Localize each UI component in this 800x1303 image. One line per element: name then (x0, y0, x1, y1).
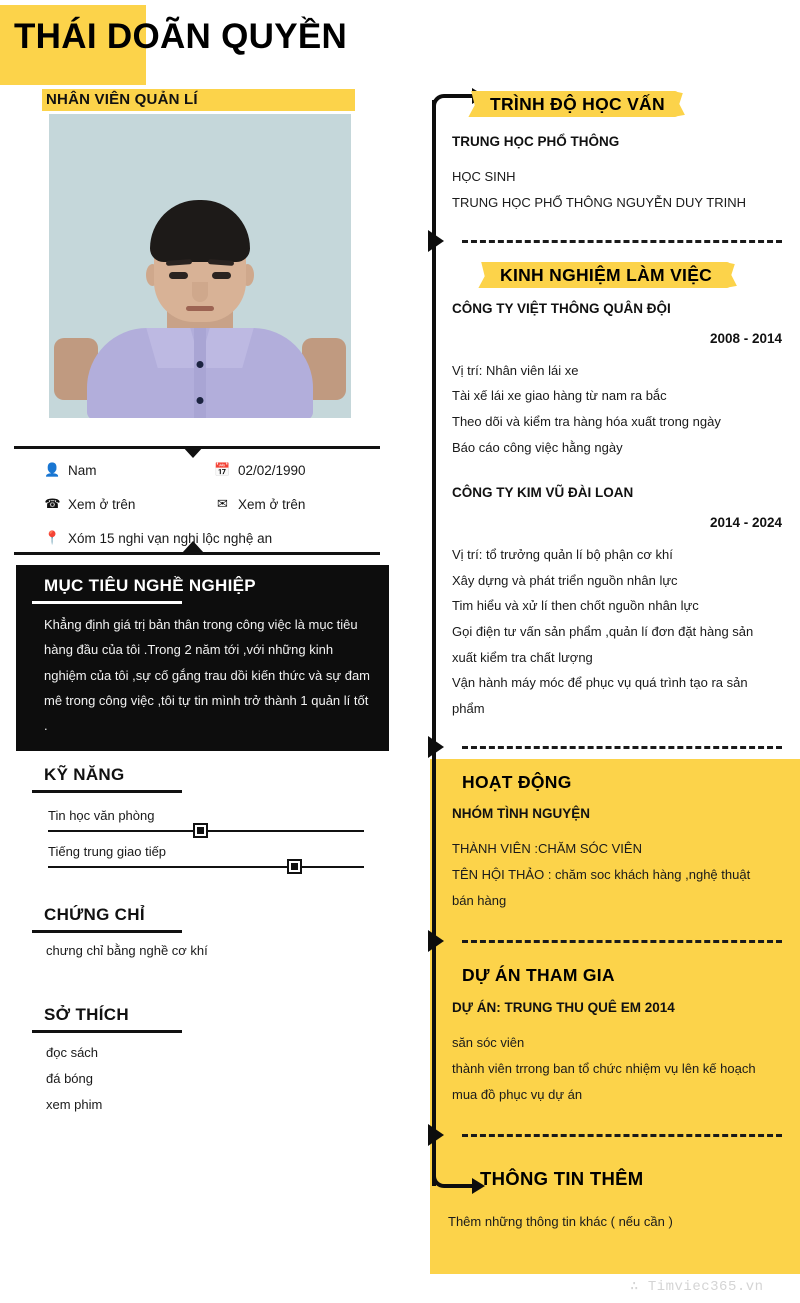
experience-bullet: Theo dõi và kiểm tra hàng hóa xuất trong ngày (452, 414, 721, 429)
contact-address-value: Xóm 15 nghi vạn nghi lộc nghệ an (68, 530, 273, 546)
photo-shirt-placket (194, 328, 206, 418)
additional-text: Thêm những thông tin khác ( nếu cần ) (448, 1214, 673, 1229)
phone-icon: ☎ (44, 496, 61, 512)
education-line: HỌC SINH (452, 169, 516, 184)
objective-text: Khẳng định giá trị bản thân trong công việc là mục tiêu hàng đầu của tôi .Trong 2 năm tới ,với những kinh nghiệm của tôi ,sự cố gắng trau dồi kiến thức và sự đam mê trong công việc ,tôi tự tin mình trở thành 1 quản lí tốt . (44, 617, 370, 734)
triangle-down-icon (182, 446, 204, 458)
skill-slider-track[interactable] (48, 866, 364, 868)
project-line: săn sóc viên (452, 1035, 525, 1050)
timeline-marker-icon (428, 736, 444, 758)
skills-title: KỸ NĂNG (44, 765, 125, 784)
skill-slider-track[interactable] (48, 830, 364, 832)
experience-bullet: Tim hiểu và xử lí then chốt nguồn nhân lực (452, 598, 699, 613)
hobbies-title: SỞ THÍCH (44, 1005, 129, 1024)
skill-label: Tiếng trung giao tiếp (48, 844, 167, 859)
contact-phone (44, 496, 135, 512)
timeline-marker-icon (428, 230, 444, 252)
contact-dob-value: 02/02/1990 (238, 462, 306, 478)
envelope-icon: ✉ (217, 496, 228, 512)
timeline-arrow-stem-top (452, 94, 474, 98)
location-pin-icon: 📍 (44, 530, 61, 546)
skills-underline (32, 790, 182, 793)
certificates-title: CHỨNG CHỈ (44, 905, 145, 924)
education-title: TRÌNH ĐỘ HỌC VẤN (490, 94, 665, 114)
timeline-marker-icon (428, 930, 444, 952)
activities-line: TÊN HỘI THẢO : chăm soc khách hàng ,nghệ thuật (452, 867, 751, 882)
photo-shirt-button (197, 397, 204, 404)
experience-bullet: Vị trí: Nhân viên lái xe (452, 363, 579, 378)
contact-phone-value: Xem ở trên (68, 496, 136, 512)
experience-bullet: Báo cáo công việc hằng ngày (452, 440, 623, 455)
section-divider (462, 940, 782, 943)
skill-label: Tin học văn phòng (48, 808, 155, 823)
timeline-arrow-stem-bottom (452, 1184, 474, 1188)
page-title: THÁI DOÃN QUYỀN (14, 17, 348, 56)
experience-bullet: Vị trí: tổ trưởng quản lí bộ phận cơ khí (452, 547, 673, 562)
profile-photo (49, 114, 351, 418)
project-line: mua đồ phục vụ dự án (452, 1087, 583, 1102)
activities-line: bán hàng (452, 893, 507, 908)
experience-period: 2008 - 2014 (709, 331, 782, 346)
additional-panel-background (430, 1147, 800, 1274)
section-divider (462, 746, 782, 749)
section-divider (462, 240, 782, 243)
experience-bullet: Tài xế lái xe giao hàng từ nam ra bắc (452, 388, 667, 403)
photo-shirt-button (197, 361, 204, 368)
section-divider (462, 1134, 782, 1137)
list-item: xem phim (46, 1097, 103, 1112)
project-line: thành viên trrong ban tổ chức nhiệm vụ lên kế hoạch (452, 1061, 756, 1076)
experience-company: CÔNG TY KIM VŨ ĐÀI LOAN (452, 485, 634, 500)
right-column (420, 0, 800, 1303)
project-name: DỰ ÁN: TRUNG THU QUÊ EM 2014 (452, 1000, 675, 1015)
footer-watermark: ∴ Timviec365.vn (630, 1279, 764, 1295)
experience-bullet: Gọi điện tư vấn sản phẩm ,quản lí đơn đặt hàng sản (452, 624, 754, 639)
person-icon: 👤 (44, 462, 61, 478)
activities-group: NHÓM TÌNH NGUYỆN (452, 806, 590, 821)
projects-title: DỰ ÁN THAM GIA (462, 965, 615, 985)
job-title: NHÂN VIÊN QUẢN LÍ (46, 91, 198, 108)
list-item: chưng chỉ bằng nghề cơ khí (46, 943, 208, 958)
experience-bullet: xuất kiểm tra chất lượng (452, 650, 593, 665)
timeline-curve-top (432, 94, 454, 116)
activities-line: THÀNH VIÊN :CHĂM SÓC VIÊN (452, 841, 642, 856)
photo-mouth (186, 306, 214, 311)
list-item: đá bóng (46, 1071, 93, 1086)
calendar-icon: 📅 (214, 462, 231, 478)
experience-bullet: phẩm (452, 701, 485, 716)
contact-email (214, 496, 305, 512)
experience-period: 2014 - 2024 (709, 515, 782, 530)
timeline-line (432, 100, 436, 1186)
objective-title: MỤC TIÊU NGHỀ NGHIỆP (44, 576, 256, 595)
experience-bullet: Xây dựng và phát triển nguồn nhân lực (452, 573, 678, 588)
triangle-up-icon (182, 541, 204, 553)
hobbies-underline (32, 1030, 182, 1033)
experience-company: CÔNG TY VIỆT THÔNG QUÂN ĐỘI (452, 301, 671, 316)
timeline-marker-icon (428, 1124, 444, 1146)
experience-bullet: Vận hành máy móc để phục vụ quá trình tạo ra sản (452, 675, 748, 690)
timeline-curve-bottom (432, 1166, 454, 1188)
skill-slider-knob[interactable] (195, 825, 206, 836)
objective-underline (32, 601, 182, 604)
experience-title: KINH NGHIỆM LÀM VIỆC (500, 265, 713, 285)
contact-address (44, 530, 272, 546)
contact-dob (214, 462, 306, 478)
activities-title: HOẠT ĐỘNG (462, 772, 572, 792)
certificates-underline (32, 930, 182, 933)
education-line: TRUNG HỌC PHỔ THÔNG NGUYỄN DUY TRINH (452, 195, 746, 210)
additional-title: THÔNG TIN THÊM (480, 1168, 644, 1189)
education-school: TRUNG HỌC PHỔ THÔNG (452, 134, 620, 149)
skill-slider-knob[interactable] (289, 861, 300, 872)
photo-eye-right (212, 272, 231, 279)
list-item: đọc sách (46, 1045, 99, 1060)
photo-eye-left (169, 272, 188, 279)
contact-gender-value: Nam (68, 462, 97, 478)
photo-nose (192, 282, 208, 302)
contact-email-value: Xem ở trên (238, 496, 306, 512)
contact-gender (44, 462, 97, 478)
